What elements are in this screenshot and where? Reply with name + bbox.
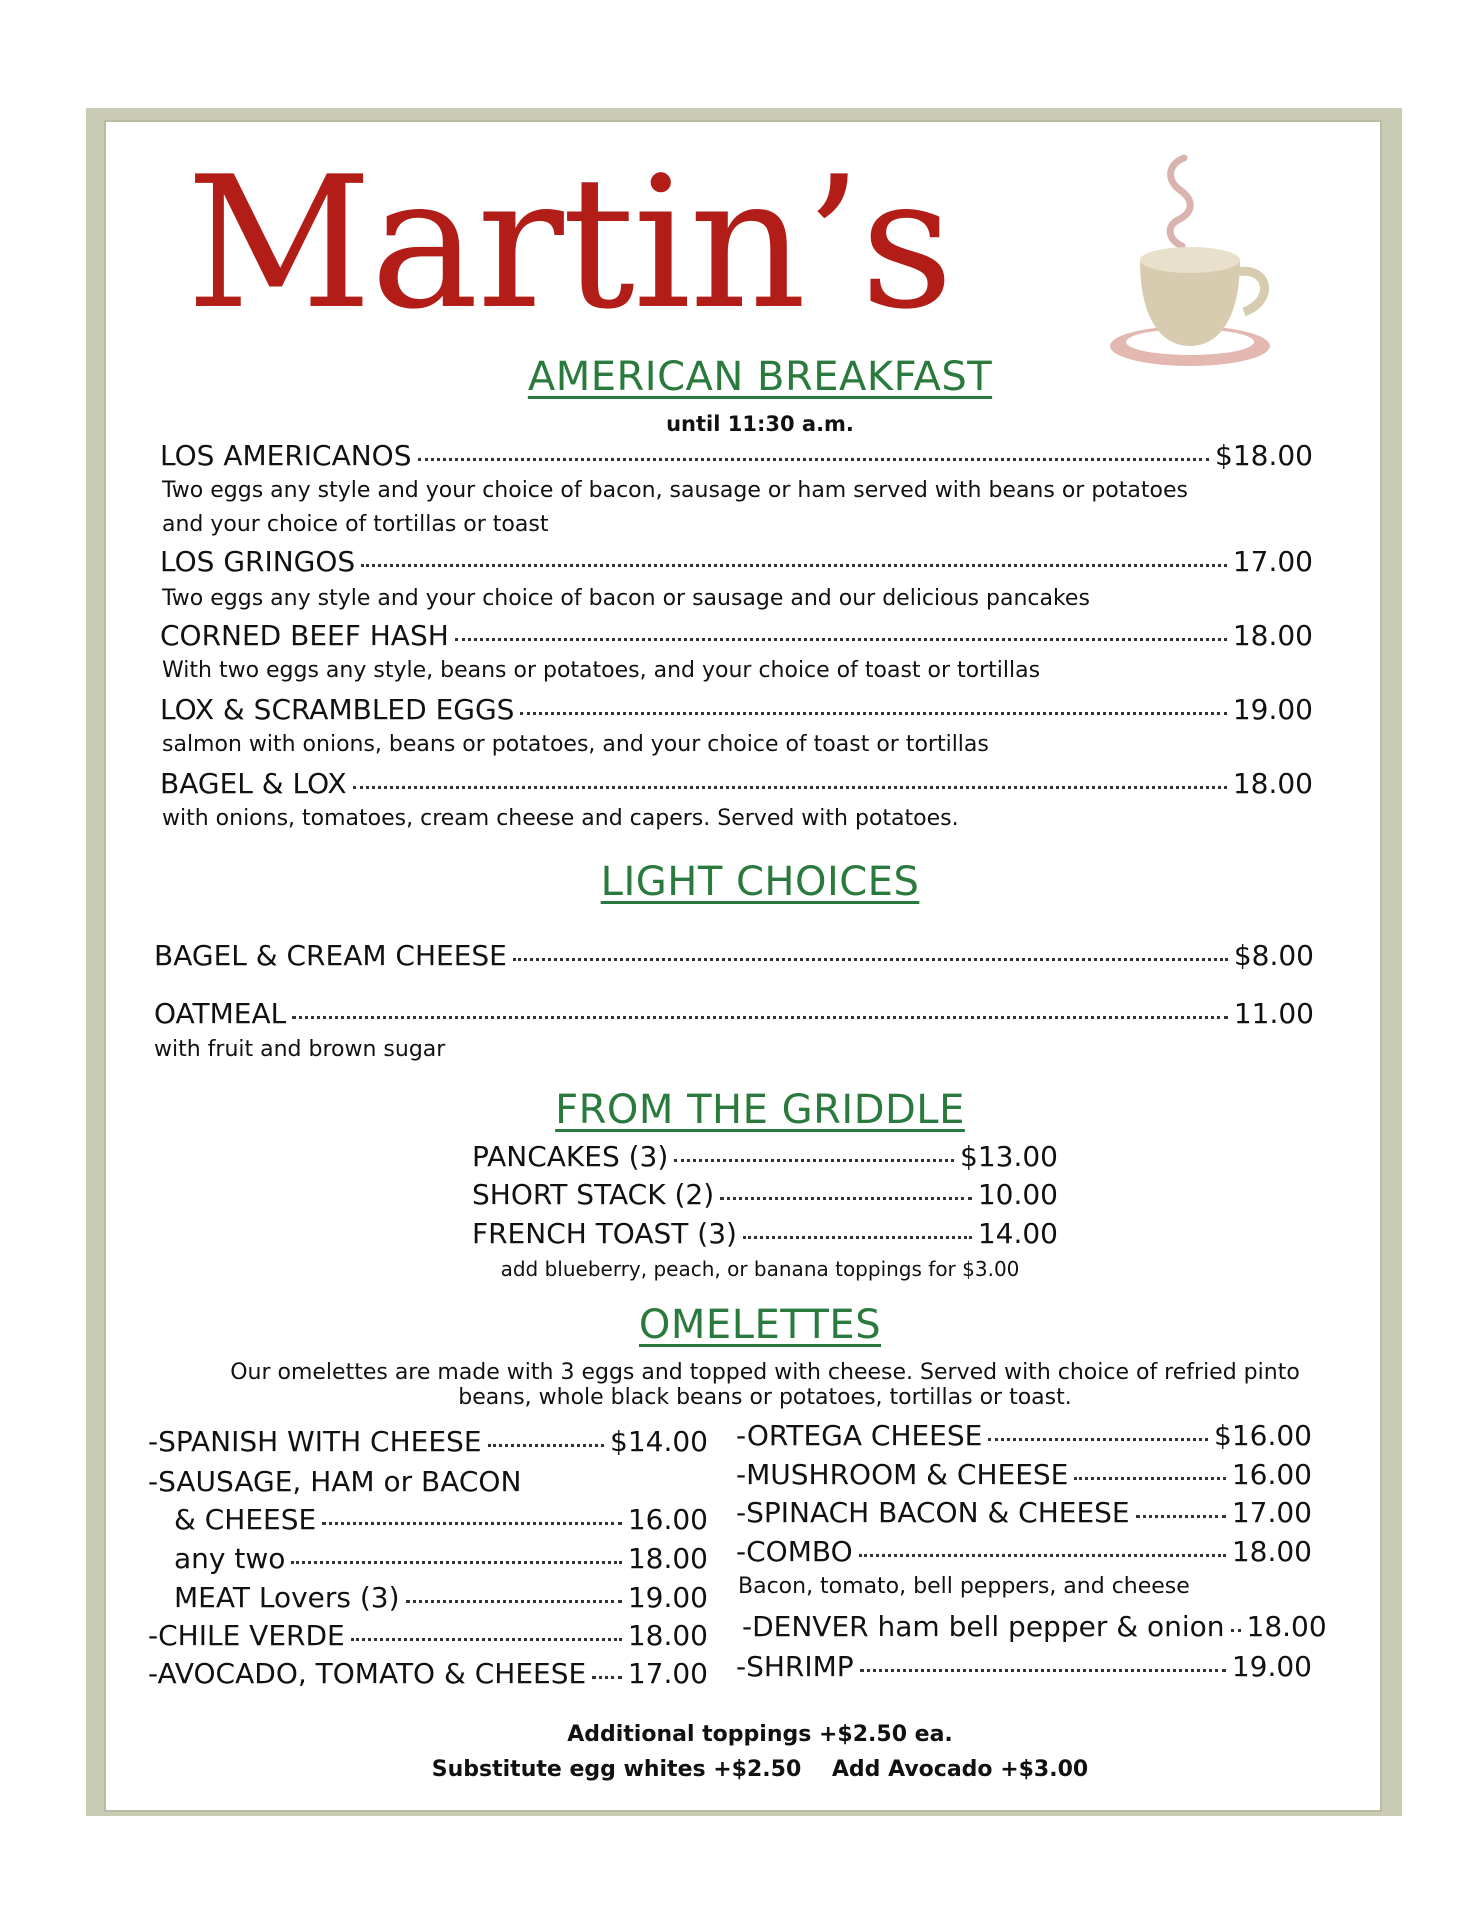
item-description: with fruit and brown sugar	[154, 1037, 446, 1062]
menu-item-avocado-tomato-cheese	[148, 1657, 708, 1690]
item-name: -COMBO	[736, 1535, 853, 1568]
menu-item-denver	[742, 1610, 1327, 1643]
item-name: -SHRIMP	[736, 1650, 854, 1683]
leader-dots	[988, 1438, 1208, 1441]
leader-dots	[455, 638, 1227, 641]
restaurant-title: Martin’s	[186, 137, 952, 349]
heading-omelettes: OMELETTES	[638, 1302, 882, 1348]
menu-item-any-two	[174, 1542, 708, 1575]
heading-light-choices: LIGHT CHOICES	[600, 859, 920, 905]
menu-item-los-americanos	[160, 439, 1313, 472]
item-price: 18.00	[1231, 1535, 1312, 1568]
heading-from-the-griddle: FROM THE GRIDDLE	[555, 1087, 965, 1133]
footer-additional-toppings: Additional toppings +$2.50 ea.	[567, 1722, 953, 1747]
leader-dots	[353, 786, 1227, 789]
item-name: LOS GRINGOS	[160, 545, 356, 578]
leader-dots	[520, 712, 1226, 715]
item-price: $16.00	[1214, 1419, 1312, 1452]
leader-dots	[592, 1676, 622, 1679]
menu-item-short-stack	[472, 1178, 1058, 1211]
item-description: Two eggs any style and your choice of bacon or sausage and our delicious pancakes	[162, 586, 1090, 611]
omelettes-intro: Our omelettes are made with 3 eggs and topped with cheese. Served with choice of refried pinto beans, whole black beans or potatoes, tortillas or toast.	[230, 1360, 1300, 1410]
item-price: 16.00	[627, 1503, 708, 1536]
item-price: 19.00	[627, 1581, 708, 1614]
item-name: -ORTEGA CHEESE	[736, 1419, 983, 1452]
item-name: LOX & SCRAMBLED EGGS	[160, 693, 515, 726]
item-name: -SPANISH WITH CHEESE	[148, 1425, 482, 1458]
leader-dots	[1074, 1477, 1225, 1480]
item-price: 18.00	[1246, 1610, 1327, 1643]
item-name: SHORT STACK (2)	[472, 1178, 715, 1211]
leader-dots	[743, 1236, 972, 1239]
item-price: $13.00	[960, 1140, 1058, 1173]
item-price: 10.00	[977, 1178, 1058, 1211]
item-price: 19.00	[1231, 1650, 1312, 1683]
item-description: with onions, tomatoes, cream cheese and capers. Served with potatoes.	[162, 806, 959, 831]
item-name: CORNED BEEF HASH	[160, 619, 449, 652]
item-price: 19.00	[1232, 693, 1313, 726]
leader-dots	[1231, 1629, 1241, 1632]
menu-item-corned-beef-hash	[160, 619, 1313, 652]
menu-item-combo	[736, 1535, 1312, 1568]
item-description: Bacon, tomato, bell peppers, and cheese	[738, 1574, 1190, 1599]
item-name: BAGEL & LOX	[160, 767, 347, 800]
leader-dots	[488, 1444, 605, 1447]
menu-item-meat-lovers	[174, 1581, 708, 1614]
item-price: 17.00	[1232, 545, 1313, 578]
item-description: salmon with onions, beans or potatoes, and your choice of toast or tortillas	[162, 732, 989, 757]
menu-item-lox-scrambled-eggs	[160, 693, 1313, 726]
item-name: -AVOCADO, TOMATO & CHEESE	[148, 1657, 587, 1690]
item-name: -MUSHROOM & CHEESE	[736, 1458, 1069, 1491]
menu-item-los-gringos	[160, 545, 1313, 578]
leader-dots	[418, 458, 1210, 461]
item-price: $8.00	[1233, 939, 1314, 972]
heading-american-breakfast: AMERICAN BREAKFAST	[527, 354, 993, 400]
menu-item-spinach-bacon-cheese	[736, 1496, 1312, 1529]
leader-dots	[860, 1669, 1226, 1672]
item-price: 11.00	[1233, 997, 1314, 1030]
item-name: FRENCH TOAST (3)	[472, 1217, 737, 1250]
menu-item-ortega-cheese	[736, 1419, 1312, 1452]
leader-dots	[859, 1554, 1226, 1557]
item-price: 17.00	[1231, 1496, 1312, 1529]
item-name: -DENVER ham bell pepper & onion	[742, 1610, 1225, 1643]
griddle-toppings-note: add blueberry, peach, or banana toppings for $3.00	[500, 1257, 1020, 1281]
menu-item-french-toast	[472, 1217, 1058, 1250]
item-name: PANCAKES (3)	[472, 1140, 669, 1173]
leader-dots	[674, 1159, 954, 1162]
leader-dots	[361, 564, 1227, 567]
leader-dots	[322, 1522, 622, 1525]
item-name: BAGEL & CREAM CHEESE	[154, 939, 507, 972]
coffee-cup-icon	[1098, 150, 1288, 370]
item-description: With two eggs any style, beans or potatoes, and your choice of toast or tortillas	[162, 658, 1041, 683]
leader-dots	[1136, 1515, 1226, 1518]
item-name: & CHEESE	[174, 1503, 317, 1536]
item-name: -SAUSAGE, HAM or BACON	[148, 1465, 522, 1498]
item-price: 14.00	[977, 1217, 1058, 1250]
menu-item-mushroom-cheese	[736, 1458, 1312, 1491]
menu-item-pancakes	[472, 1140, 1058, 1173]
menu-item-sausage-ham-bacon	[148, 1465, 708, 1498]
item-name: OATMEAL	[154, 997, 287, 1030]
menu-item-and-cheese	[174, 1503, 708, 1536]
menu-item-chile-verde	[148, 1619, 708, 1652]
leader-dots	[720, 1197, 972, 1200]
menu-item-bagel-lox	[160, 767, 1313, 800]
item-name: MEAT Lovers (3)	[174, 1581, 400, 1614]
menu-item-bagel-cream-cheese	[154, 939, 1314, 972]
item-price: 18.00	[627, 1542, 708, 1575]
item-price: 16.00	[1231, 1458, 1312, 1491]
leader-dots	[513, 958, 1228, 961]
item-price: 18.00	[1232, 619, 1313, 652]
leader-dots	[351, 1638, 622, 1641]
item-price: $18.00	[1215, 439, 1313, 472]
item-price: 18.00	[627, 1619, 708, 1652]
leader-dots	[291, 1561, 621, 1564]
item-price: 17.00	[627, 1657, 708, 1690]
item-price: 18.00	[1232, 767, 1313, 800]
item-price: $14.00	[610, 1425, 708, 1458]
item-name: LOS AMERICANOS	[160, 439, 412, 472]
leader-dots	[292, 1016, 1228, 1019]
menu-item-oatmeal	[154, 997, 1314, 1030]
item-description: Two eggs any style and your choice of bacon, sausage or ham served with beans or potatoes	[162, 478, 1188, 503]
item-name: -SPINACH BACON & CHEESE	[736, 1496, 1130, 1529]
menu-item-shrimp	[736, 1650, 1312, 1683]
american-breakfast-hours: until 11:30 a.m.	[666, 412, 854, 436]
item-description: and your choice of tortillas or toast	[162, 512, 549, 537]
item-name: any two	[174, 1542, 286, 1575]
leader-dots	[406, 1600, 622, 1603]
menu-item-spanish-with-cheese	[148, 1425, 708, 1458]
item-name: -CHILE VERDE	[148, 1619, 345, 1652]
footer-substitutions: Substitute egg whites +$2.50 Add Avocado +$3.00	[431, 1757, 1089, 1782]
